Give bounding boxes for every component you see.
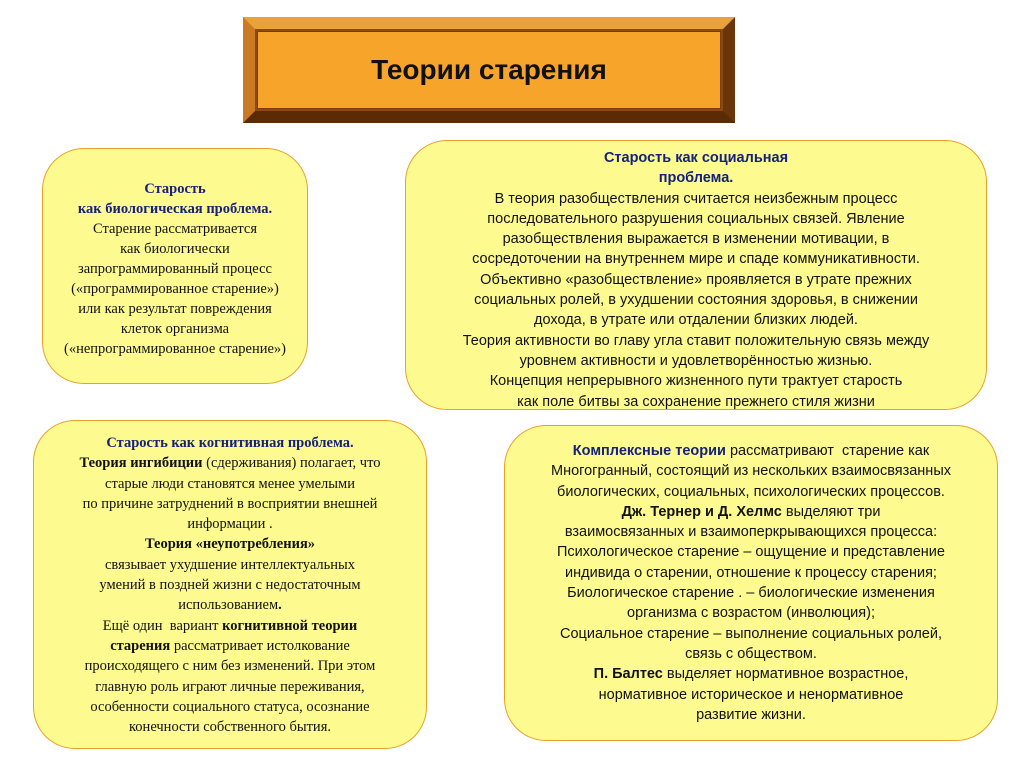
- social-line: последовательного разрушения социальных связей. Явление: [487, 210, 905, 227]
- complex-line: нормативное историческое и ненормативное: [598, 686, 904, 703]
- complex-heading: Комплексные теории: [572, 443, 726, 459]
- bio-heading-1: Старость: [144, 181, 206, 197]
- bio-line: Старение рассматривается: [92, 221, 258, 237]
- bio-line: клеток организма: [120, 321, 230, 337]
- cognitive-text: рассматривает истолкование: [170, 637, 350, 654]
- title-inner: [257, 31, 721, 109]
- cognitive-line: информации .: [187, 516, 273, 533]
- complex-line: Психологическое старение – ощущение и представление: [557, 544, 945, 561]
- complex-line: организма с возрастом (инволюция);: [627, 605, 875, 622]
- inhibition-theory-term: Теория ингибиции: [79, 455, 203, 472]
- complex-line: индивида о старении, отношение к процессу старения;: [565, 564, 937, 581]
- social-line: В теория разобществления считается неизбежным процесс: [494, 190, 898, 207]
- social-line: Теория активности во главу угла ставит положительную связь между: [462, 332, 930, 349]
- turner-helms-term: Дж. Тернер и Д. Хелмс: [621, 503, 782, 520]
- disuse-theory-term: Теория «неупотребления»: [144, 536, 316, 553]
- cognitive-line: главную роль играют личные переживания,: [95, 678, 365, 695]
- page-title: Теории старения: [371, 54, 607, 85]
- cognitive-line: [34, 453, 426, 473]
- cognitive-line: старые люди становятся менее умелыми: [105, 475, 355, 492]
- social-line: Объективно «разобществление» проявляется в утрате прежних: [480, 271, 912, 288]
- cognitive-text: (сдерживания) полагает, что: [202, 455, 381, 472]
- bio-line: или как результат повреждения: [78, 301, 272, 317]
- social-theory-box: [405, 140, 987, 410]
- complex-line: развитие жизни.: [696, 706, 806, 723]
- cognitive-text: использованием: [178, 597, 279, 614]
- social-line: разобществления выражается в изменении мотивации, в: [502, 231, 890, 248]
- social-heading-1: Старость как социальная: [603, 150, 789, 166]
- cognitive-line: [34, 616, 426, 636]
- bio-line: как биологически: [120, 241, 230, 257]
- bio-line: («программированное старение»): [71, 281, 279, 297]
- complex-text: выделяют три: [781, 503, 881, 520]
- cognitive-line: особенности социального статуса, осознание: [90, 698, 370, 715]
- bio-heading-2: как биологическая проблема.: [77, 201, 273, 217]
- baltes-term: П. Балтес: [593, 666, 663, 683]
- bio-line: («непрограммированное старение»): [64, 341, 286, 357]
- social-line: уровнем активности и удовлетворённостью жизнью.: [519, 352, 873, 369]
- social-line: как поле битвы за сохранение прежнего стиля жизни: [517, 393, 875, 410]
- complex-line: Социальное старение – выполнение социальных ролей,: [560, 625, 942, 642]
- cognitive-text: Ещё один вариант: [102, 617, 223, 634]
- cognitive-line: конечности собственного бытия.: [129, 719, 331, 736]
- social-line: дохода, в утрате или отдалении близких людей.: [534, 312, 858, 329]
- cognitive-line: происходящего с ним без изменений. При этом: [84, 658, 376, 675]
- cognitive-line: [34, 636, 426, 656]
- cognitive-theory-term: старения: [110, 637, 171, 654]
- cognitive-theory-term: когнитивной теории: [222, 617, 358, 634]
- complex-text: выделяет нормативное возрастное,: [662, 666, 909, 683]
- cognitive-line: связывает ухудшение интеллектуальных: [105, 556, 355, 573]
- complex-theory-box: [504, 425, 998, 741]
- complex-line: связь с обществом.: [685, 645, 817, 662]
- cognitive-line: [34, 595, 426, 615]
- complex-text: рассматривают старение как: [725, 443, 930, 459]
- cognitive-heading: Старость как когнитивная проблема.: [106, 435, 354, 451]
- complex-line: взаимосвязанных и взаимоперкрывающихся процесса:: [564, 524, 938, 541]
- social-heading-2: проблема.: [658, 170, 734, 187]
- complex-line: [505, 441, 997, 461]
- cognitive-line: по причине затруднений в восприятии внешней: [82, 495, 378, 512]
- bio-line: запрограммированный процесс: [78, 261, 272, 277]
- title-plaque: [243, 17, 735, 123]
- social-line: сосредоточении на внутреннем мире и спаде коммуникативности.: [472, 251, 920, 268]
- cognitive-theory-box: [33, 420, 427, 749]
- biological-theory-box: [42, 148, 308, 384]
- complex-line: биологических, социальных, психологических процессов.: [557, 483, 945, 500]
- social-line: социальных ролей, в ухудшении состояния здоровья, в снижении: [474, 292, 918, 309]
- complex-line: Биологическое старение . – биологические изменения: [567, 585, 935, 602]
- cognitive-text: .: [278, 597, 282, 614]
- social-line: Концепция непрерывного жизненного пути трактует старость: [489, 373, 903, 390]
- complex-line: [505, 664, 997, 684]
- complex-line: [505, 502, 997, 522]
- cognitive-line: умений в поздней жизни с недостаточным: [99, 577, 361, 594]
- complex-line: Многогранный, состоящий из нескольких взаимосвязанных: [551, 463, 951, 480]
